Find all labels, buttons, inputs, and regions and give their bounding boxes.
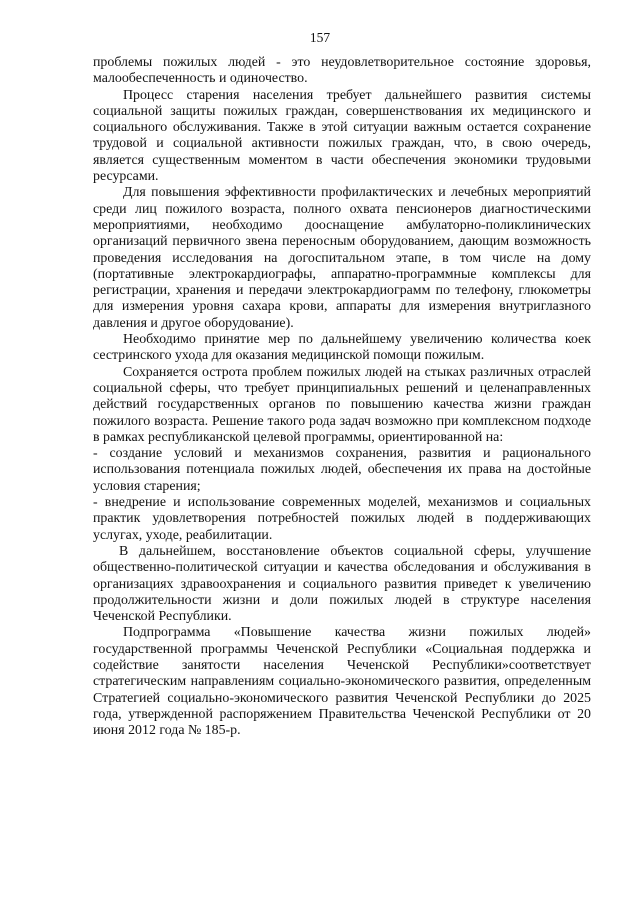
paragraph-5: Сохраняется острота проблем пожилых людей на стыках различных отраслей социальной сферы, что требует принципиальных решений и целенаправленных действий государственных органов по повышению качества жизни граждан пожилого возраста. Решение такого рода задач возможно при комплексном подходе в рамках республиканской целевой программы, ориентированной на: — [93, 364, 591, 445]
paragraph-3: Для повышения эффективности профилактических и лечебных мероприятий среди лиц пожилого возраста, полного охвата пенсионеров диагностическими мероприятиями, необходимо дооснащение амбулаторно-поликлинических организаций первичного звена переносным оборудованием, дающим возможность проведения исследования на догоспитальном этапе, в том числе на дому (портативные электрокардиографы, аппаратно-программные комплексы для регистрации, хранения и передачи электрокардиограмм по телефону, глюкометры для измерения уровня сахара крови, аппараты для измерения внутриглазного давления и другое оборудование). — [93, 185, 591, 331]
paragraph-7: Подпрограмма «Повышение качества жизни пожилых людей» государственной программы Чеченской Республики «Социальная поддержка и содействие занятости населения Чеченской Республики»соответствует стратегическим направлениям социально-экономического развития, определенным Стратегией социально-экономического развития Чеченской Республики до 2025 года, утвержденной распоряжением Правительства Чеченской Республики от 20 июня 2012 года № 185-р. — [93, 625, 591, 739]
paragraph-6: В дальнейшем, восстановление объектов социальной сферы, улучшение общественно-политической ситуации и качества обследования и обслуживания в организациях здравоохранения и социального развития приведет к увеличению продолжительности жизни и доли пожилых людей в структуре населения Чеченской Республики. — [93, 543, 591, 625]
paragraph-2: Процесс старения населения требует дальнейшего развития системы социальной защиты пожилых граждан, совершенствования их медицинского и социального обслуживания. Также в этой ситуации важным остается сохранение трудовой и социальной активности пожилых граждан, что, в свою очередь, является существенным моментом в части обеспечения экономики трудовыми ресурсами. — [93, 87, 591, 185]
list-item-2: - внедрение и использование современных моделей, механизмов и социальных практик удовлетворения потребностей пожилых людей в поддерживающих услугах, уходе, реабилитации. — [93, 495, 591, 543]
list-item-1: - создание условий и механизмов сохранения, развития и рационального использования потенциала пожилых людей, обеспечения их права на достойные условия старения; — [93, 446, 591, 494]
page-number: 157 — [309, 30, 331, 45]
document-body — [93, 55, 591, 739]
paragraph-1: проблемы пожилых людей - это неудовлетворительное состояние здоровья, малообеспеченность и одиночество. — [93, 55, 591, 87]
paragraph-4: Необходимо принятие мер по дальнейшему увеличению количества коек сестринского ухода для оказания медицинской помощи пожилым. — [93, 332, 591, 364]
